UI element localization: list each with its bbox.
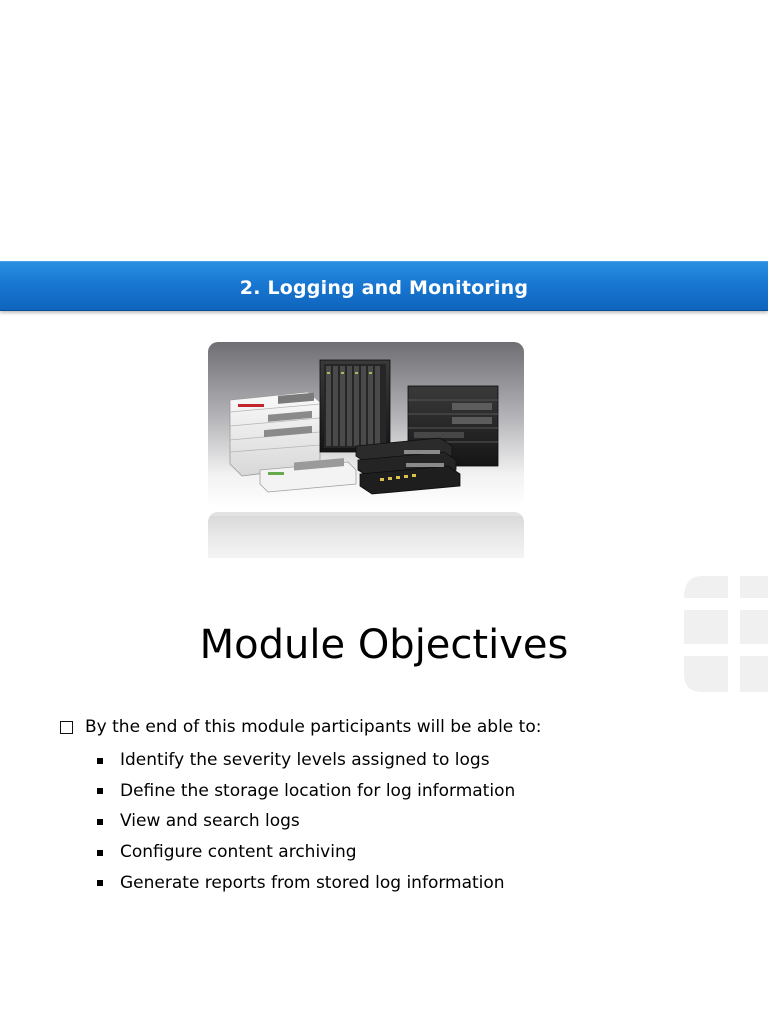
- list-item: [97, 776, 515, 807]
- list-item: [97, 867, 515, 898]
- objective-text: Define the storage location for log information: [120, 780, 516, 801]
- square-bullet-icon: [97, 880, 103, 886]
- square-bullet-icon: [97, 850, 103, 856]
- objective-text: Generate reports from stored log information: [120, 872, 505, 893]
- list-item: [97, 745, 515, 776]
- objective-text: Identify the severity levels assigned to logs: [120, 750, 490, 771]
- checkbox-icon: [60, 721, 73, 734]
- square-bullet-icon: [97, 788, 103, 794]
- objective-text: Configure content archiving: [120, 842, 357, 863]
- list-item: [97, 806, 515, 837]
- header-band: [0, 261, 768, 311]
- product-photo-reflection: [208, 512, 524, 558]
- module-title: Module Objectives: [199, 622, 569, 668]
- objectives-list: [97, 745, 515, 898]
- intro-row: [60, 714, 541, 740]
- intro-text: By the end of this module participants will be able to:: [85, 717, 542, 737]
- objective-text: View and search logs: [120, 811, 300, 832]
- square-bullet-icon: [97, 819, 103, 825]
- list-item: [97, 837, 515, 868]
- header-title: 2. Logging and Monitoring: [239, 277, 529, 299]
- product-photo: [208, 342, 524, 508]
- square-bullet-icon: [97, 758, 103, 764]
